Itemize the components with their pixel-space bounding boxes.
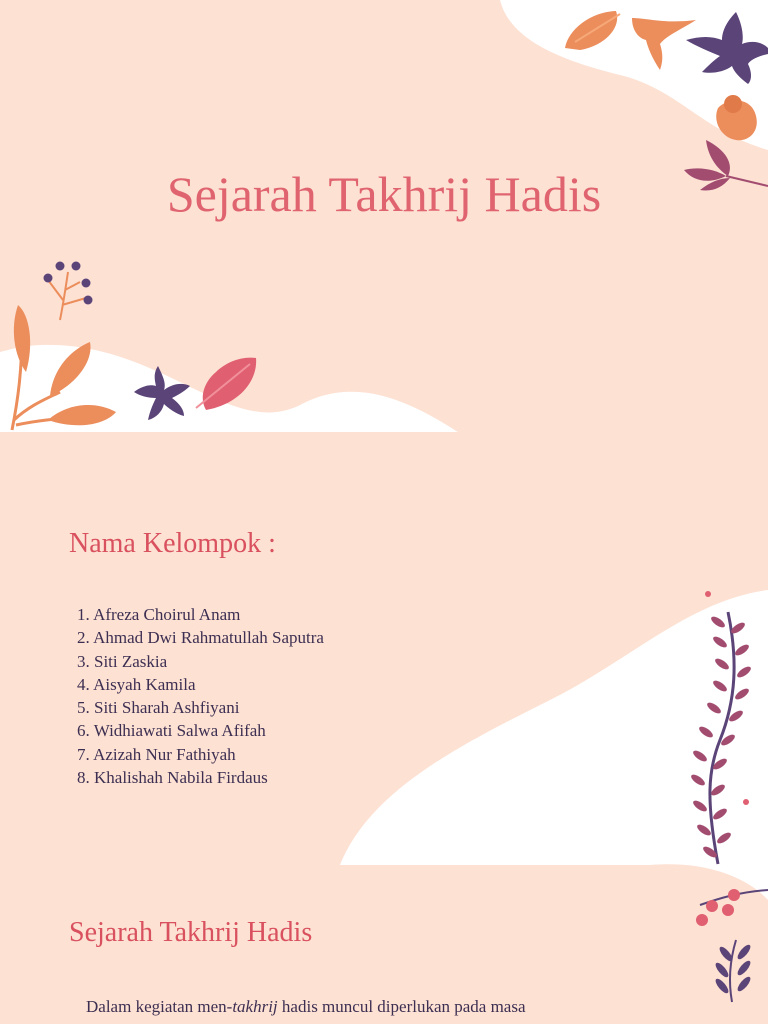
list-item [77, 696, 324, 719]
list-item [77, 719, 324, 742]
slide-title: Sejarah Takhrij Hadis [166, 166, 602, 222]
list-item [77, 626, 324, 649]
list-item [77, 766, 324, 789]
oak-leaf-icon [565, 11, 617, 50]
member-name: Afreza Choirul Anam [93, 605, 241, 624]
member-name: Aisyah Kamila [93, 674, 196, 694]
history-heading: Sejarah Takhrij Hadis [69, 917, 313, 948]
member-name: Widhiawati Salwa Afifah [93, 721, 266, 741]
intro-italic-term: takhrij [232, 997, 278, 1016]
member-name: Siti Zaskia [94, 651, 168, 671]
member-name: Siti Sharah Ashfiyani [94, 698, 240, 718]
list-item [77, 743, 324, 766]
intro-text-end: hadis muncul diperlukan pada masa [277, 997, 526, 1016]
intro-paragraph [86, 995, 526, 1019]
item-number: 5. [77, 698, 90, 718]
fern-vine-icon [689, 591, 752, 864]
fern-leaf-icon [632, 18, 696, 70]
item-number: 8. [77, 768, 90, 788]
list-item [77, 603, 324, 626]
item-number: 3. [77, 651, 90, 671]
members-heading: Nama Kelompok : [69, 528, 276, 559]
list-item [77, 673, 324, 696]
member-name: Khalishah Nabila Firdaus [94, 768, 268, 788]
item-number: 1. [77, 605, 90, 624]
item-number: 7. [77, 744, 90, 764]
item-number: 4. [77, 674, 90, 694]
member-name: Ahmad Dwi Rahmatullah Saputra [93, 628, 324, 648]
member-list [77, 603, 324, 789]
intro-text-start: Dalam kegiatan men- [86, 997, 233, 1016]
item-number: 6. [77, 721, 90, 741]
purple-maple-leaf-icon [686, 12, 768, 84]
member-name: Azizah Nur Fathiyah [93, 744, 236, 764]
item-number: 2. [77, 628, 90, 648]
list-item [77, 650, 324, 673]
